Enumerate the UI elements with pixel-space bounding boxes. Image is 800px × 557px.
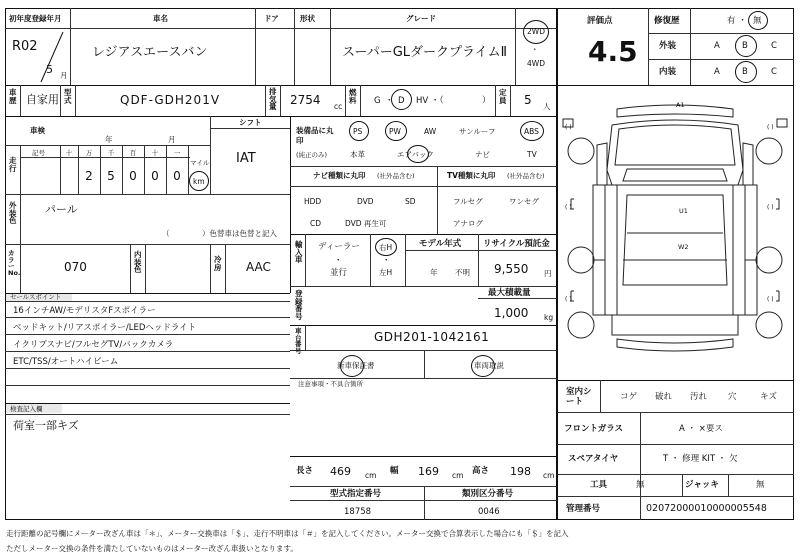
diagram-w2: W2 <box>678 243 689 251</box>
model-year-label: モデル年式 <box>419 239 462 249</box>
reg-year: R02 <box>12 39 38 54</box>
shaken-year-unit: 年 <box>105 135 113 144</box>
equip-abs: ABS <box>524 127 539 136</box>
mgmt-label: 管理番号 <box>566 504 601 514</box>
class-no: 0046 <box>478 507 500 517</box>
color-note: ）色替車は色替と記入 <box>202 229 277 238</box>
jack-label: ジャッキ <box>685 480 719 490</box>
capacity-unit: 人 <box>543 102 551 111</box>
sales-line-2: ベッドキット/リアスポイラー/LEDヘッドライト <box>13 323 197 333</box>
km-label: km <box>193 177 205 186</box>
mile-label: マイル <box>190 159 210 167</box>
capacity: 5 <box>524 93 532 107</box>
drive-dot: ・ <box>531 45 539 54</box>
load-value: 1,000 <box>494 306 529 320</box>
reg-month-unit: 月 <box>60 71 68 80</box>
equip-navi: ナビ <box>475 150 490 159</box>
recycle: 9,550 <box>494 262 529 276</box>
svg-text:( ): ( ) <box>767 204 774 211</box>
interior-label: 内装 <box>659 67 677 77</box>
tv-fullseg: フルセグ <box>453 197 483 206</box>
exterior-b: B <box>742 41 748 51</box>
svg-text:( ): ( ) <box>767 296 774 303</box>
vehicle-damage-diagram <box>557 85 794 380</box>
spare: T ・ 修理 KIT ・ 欠 <box>663 454 738 464</box>
interior-b: B <box>742 67 748 77</box>
color-note-open: （ <box>162 229 170 238</box>
tv-analog: アナログ <box>453 219 483 228</box>
navi-label: ナビ種類に丸印 <box>313 171 366 180</box>
navi-dvd: DVD <box>357 197 374 206</box>
inspector-label: 検査記入欄 <box>10 405 43 413</box>
first-reg-label: 初年度登録年月 <box>9 14 62 23</box>
interior-c: C <box>771 67 777 77</box>
equip-aw: AW <box>424 127 437 136</box>
footer-line-1: 走行距離の記号欄にメーター改ざん車は「＊」、メーター交換車は「＄」、走行不明車は「＃」を記入してください。メーター交換で合算表示した場合にも「＄」を記入 <box>6 529 569 538</box>
equipment-sub: (純正のみ) <box>296 151 328 159</box>
footer-line-2: ただしメーター交換の条件を満たしていないものはメーター改ざん車扱いとなります。 <box>6 544 298 553</box>
inspector-note: 荷室一部キズ <box>13 419 79 432</box>
mileage-digit-3: 0 <box>129 169 137 183</box>
seat-scratch: キズ <box>760 392 777 402</box>
svg-text:( ): ( ) <box>767 124 774 131</box>
reg-month: 5 <box>46 63 53 76</box>
door-label: ドア <box>264 14 279 23</box>
import-parallel: 並行 <box>330 268 348 278</box>
tools-label: 工具 <box>590 480 608 490</box>
sales-line-1: 16インチAW/モデリスタFスポイラー <box>13 306 156 316</box>
mileage-label: 走行 <box>9 156 17 173</box>
drive-2wd: 2WD <box>527 27 545 36</box>
height: 198 <box>510 465 531 478</box>
svg-text:( ): ( ) <box>565 204 572 211</box>
width-label: 幅 <box>390 466 399 476</box>
color-no: 070 <box>64 260 87 274</box>
length: 469 <box>330 465 351 478</box>
caution-label: 注意事項・不具合箇所 <box>298 380 363 388</box>
mileage-digit-2: 5 <box>107 169 115 183</box>
sales-line-3: イクリプスナビ/フルセグTV/バックカメラ <box>13 340 174 350</box>
shaken-label: 車検 <box>30 126 45 135</box>
model-label: 型式 <box>64 88 72 105</box>
seat-stain: 汚れ <box>690 392 708 402</box>
shift-label: シフト <box>239 118 262 127</box>
cc-unit: cc <box>334 102 343 111</box>
model-year: 不明 <box>455 268 470 277</box>
fuel-close: ） <box>482 96 491 106</box>
lr-dot: ・ <box>382 256 391 266</box>
class-no-label: 類別区分番号 <box>462 489 514 499</box>
type-no-label: 型式指定番号 <box>330 489 382 499</box>
fuel-label: 燃料 <box>349 88 357 105</box>
mileage-digit-1: 2 <box>85 169 93 183</box>
digit-label-3: 千 <box>107 149 115 157</box>
model-year-unit: 年 <box>430 268 438 277</box>
diagram-a1: A1 <box>676 101 685 109</box>
exterior-a: A <box>714 41 720 51</box>
exterior-label: 外装 <box>659 41 677 51</box>
seat-hole: 穴 <box>728 392 737 402</box>
import-label: 輸入車 <box>295 240 303 264</box>
length-label: 長さ <box>296 466 314 476</box>
repair-selected: 無 <box>753 16 762 26</box>
color-no-label: カラーNo. <box>8 249 21 277</box>
width-unit: cm <box>452 471 464 480</box>
type-no: 18758 <box>344 507 372 517</box>
windshield: A ・ ×要ス <box>679 424 723 434</box>
shaken-month-unit: 月 <box>168 135 176 144</box>
equipment-label: 装備品に丸印 <box>296 126 334 145</box>
tv-oneseg: ワンセグ <box>509 197 539 206</box>
digit-label-4: 百 <box>129 149 137 157</box>
drive-4wd: 4WD <box>527 59 545 68</box>
height-unit: cm <box>543 471 555 480</box>
repair-options: 有 ・ <box>727 16 747 26</box>
score-label: 評価点 <box>587 16 613 26</box>
ac: AAC <box>246 260 271 274</box>
chassis-label: 車台番号 <box>295 327 302 355</box>
fuel-d: D <box>398 96 405 106</box>
digit-label-2: 万 <box>85 149 93 157</box>
car-name-label: 車名 <box>153 14 168 23</box>
digit-label-5: 十 <box>151 149 159 157</box>
navi-cd: CD <box>310 219 322 228</box>
spare-label: スペアタイヤ <box>568 454 619 464</box>
jack: 無 <box>756 480 765 490</box>
tv-label: TV種類に丸印 <box>447 171 496 180</box>
load-label: 最大積載量 <box>488 288 531 298</box>
mileage-digit-5: 0 <box>173 169 181 183</box>
fuel-hv: HV ・（ <box>416 96 444 106</box>
warranty: 新車保証書 <box>337 361 375 370</box>
seat-tear: 破れ <box>655 392 673 402</box>
diagram-u1: U1 <box>679 207 688 215</box>
navi-sd: SD <box>405 197 416 206</box>
recycle-unit: 円 <box>544 269 552 278</box>
import-dot: ・ <box>334 256 343 266</box>
navi-hdd: HDD <box>304 197 322 206</box>
width: 169 <box>418 465 439 478</box>
length-unit: cm <box>365 471 377 480</box>
interior-color-label: 内装色 <box>134 250 142 274</box>
capacity-label: 定員 <box>499 88 507 105</box>
mileage-digit-4: 0 <box>151 169 159 183</box>
tv-sub: (社外品含む) <box>507 172 545 180</box>
digit-label-1: 十 <box>65 149 73 157</box>
ac-label: 冷房 <box>214 255 222 272</box>
shift: IAT <box>236 151 256 166</box>
equip-sunroof: サンルーフ <box>459 127 496 136</box>
repair-label: 修復歴 <box>654 16 680 26</box>
exterior-c: C <box>771 41 777 51</box>
digit-label-6: 一 <box>173 149 181 157</box>
fuel-dot: ・ <box>385 96 394 106</box>
fuel-g: G <box>374 96 381 106</box>
car-name: レジアスエースバン <box>92 45 208 60</box>
grade-label: グレード <box>406 14 436 23</box>
seat-burn: コゲ <box>620 392 638 402</box>
sales-label: セールスポイント <box>10 293 62 301</box>
tools: 無 <box>636 480 645 490</box>
equip-airbag: エアバック <box>397 150 434 159</box>
equip-leather: 本革 <box>350 150 365 159</box>
import-dealer: ディーラー <box>318 242 360 252</box>
mgmt: 020720000100000055​48 <box>646 503 767 514</box>
navi-sub: (社外品含む) <box>377 172 415 180</box>
grade: スーパーGLダークプライムⅡ <box>342 45 508 60</box>
navi-dvd-play: DVD 再生可 <box>345 219 387 228</box>
windshield-label: フロントガラス <box>564 424 623 434</box>
usage: 自家用 <box>26 93 59 106</box>
load-unit: kg <box>544 313 554 322</box>
color: パール <box>45 203 78 216</box>
svg-text:( ): ( ) <box>565 296 572 303</box>
equip-tv: TV <box>527 150 537 159</box>
equip-pw: PW <box>389 127 401 136</box>
mileage-note: 記号 <box>32 149 45 157</box>
recycle-label: リサイクル預託金 <box>483 239 550 249</box>
displacement-label: 排気量 <box>269 87 277 111</box>
manual: 車両取説 <box>474 361 504 370</box>
equip-ps: PS <box>353 127 363 136</box>
right-h: 右H <box>379 243 393 252</box>
svg-text:( ): ( ) <box>565 124 572 131</box>
sales-line-4: ETC/TSS/オートハイビーム <box>13 357 119 367</box>
reg-no-label: 登録番号 <box>295 289 303 321</box>
interior-a: A <box>714 67 720 77</box>
model: QDF-GDH201V <box>120 93 221 107</box>
usage-label: 車歴 <box>9 88 17 105</box>
seat-label: 室内シート <box>566 387 592 408</box>
chassis-value: GDH201-1042161 <box>374 330 490 344</box>
displacement: 2754 <box>290 93 321 107</box>
shape-label: 形状 <box>300 14 315 23</box>
score-value: 4.5 <box>588 35 638 68</box>
height-label: 高さ <box>472 466 490 476</box>
left-h: 左H <box>379 268 393 277</box>
color-label: 外装色 <box>9 201 17 225</box>
